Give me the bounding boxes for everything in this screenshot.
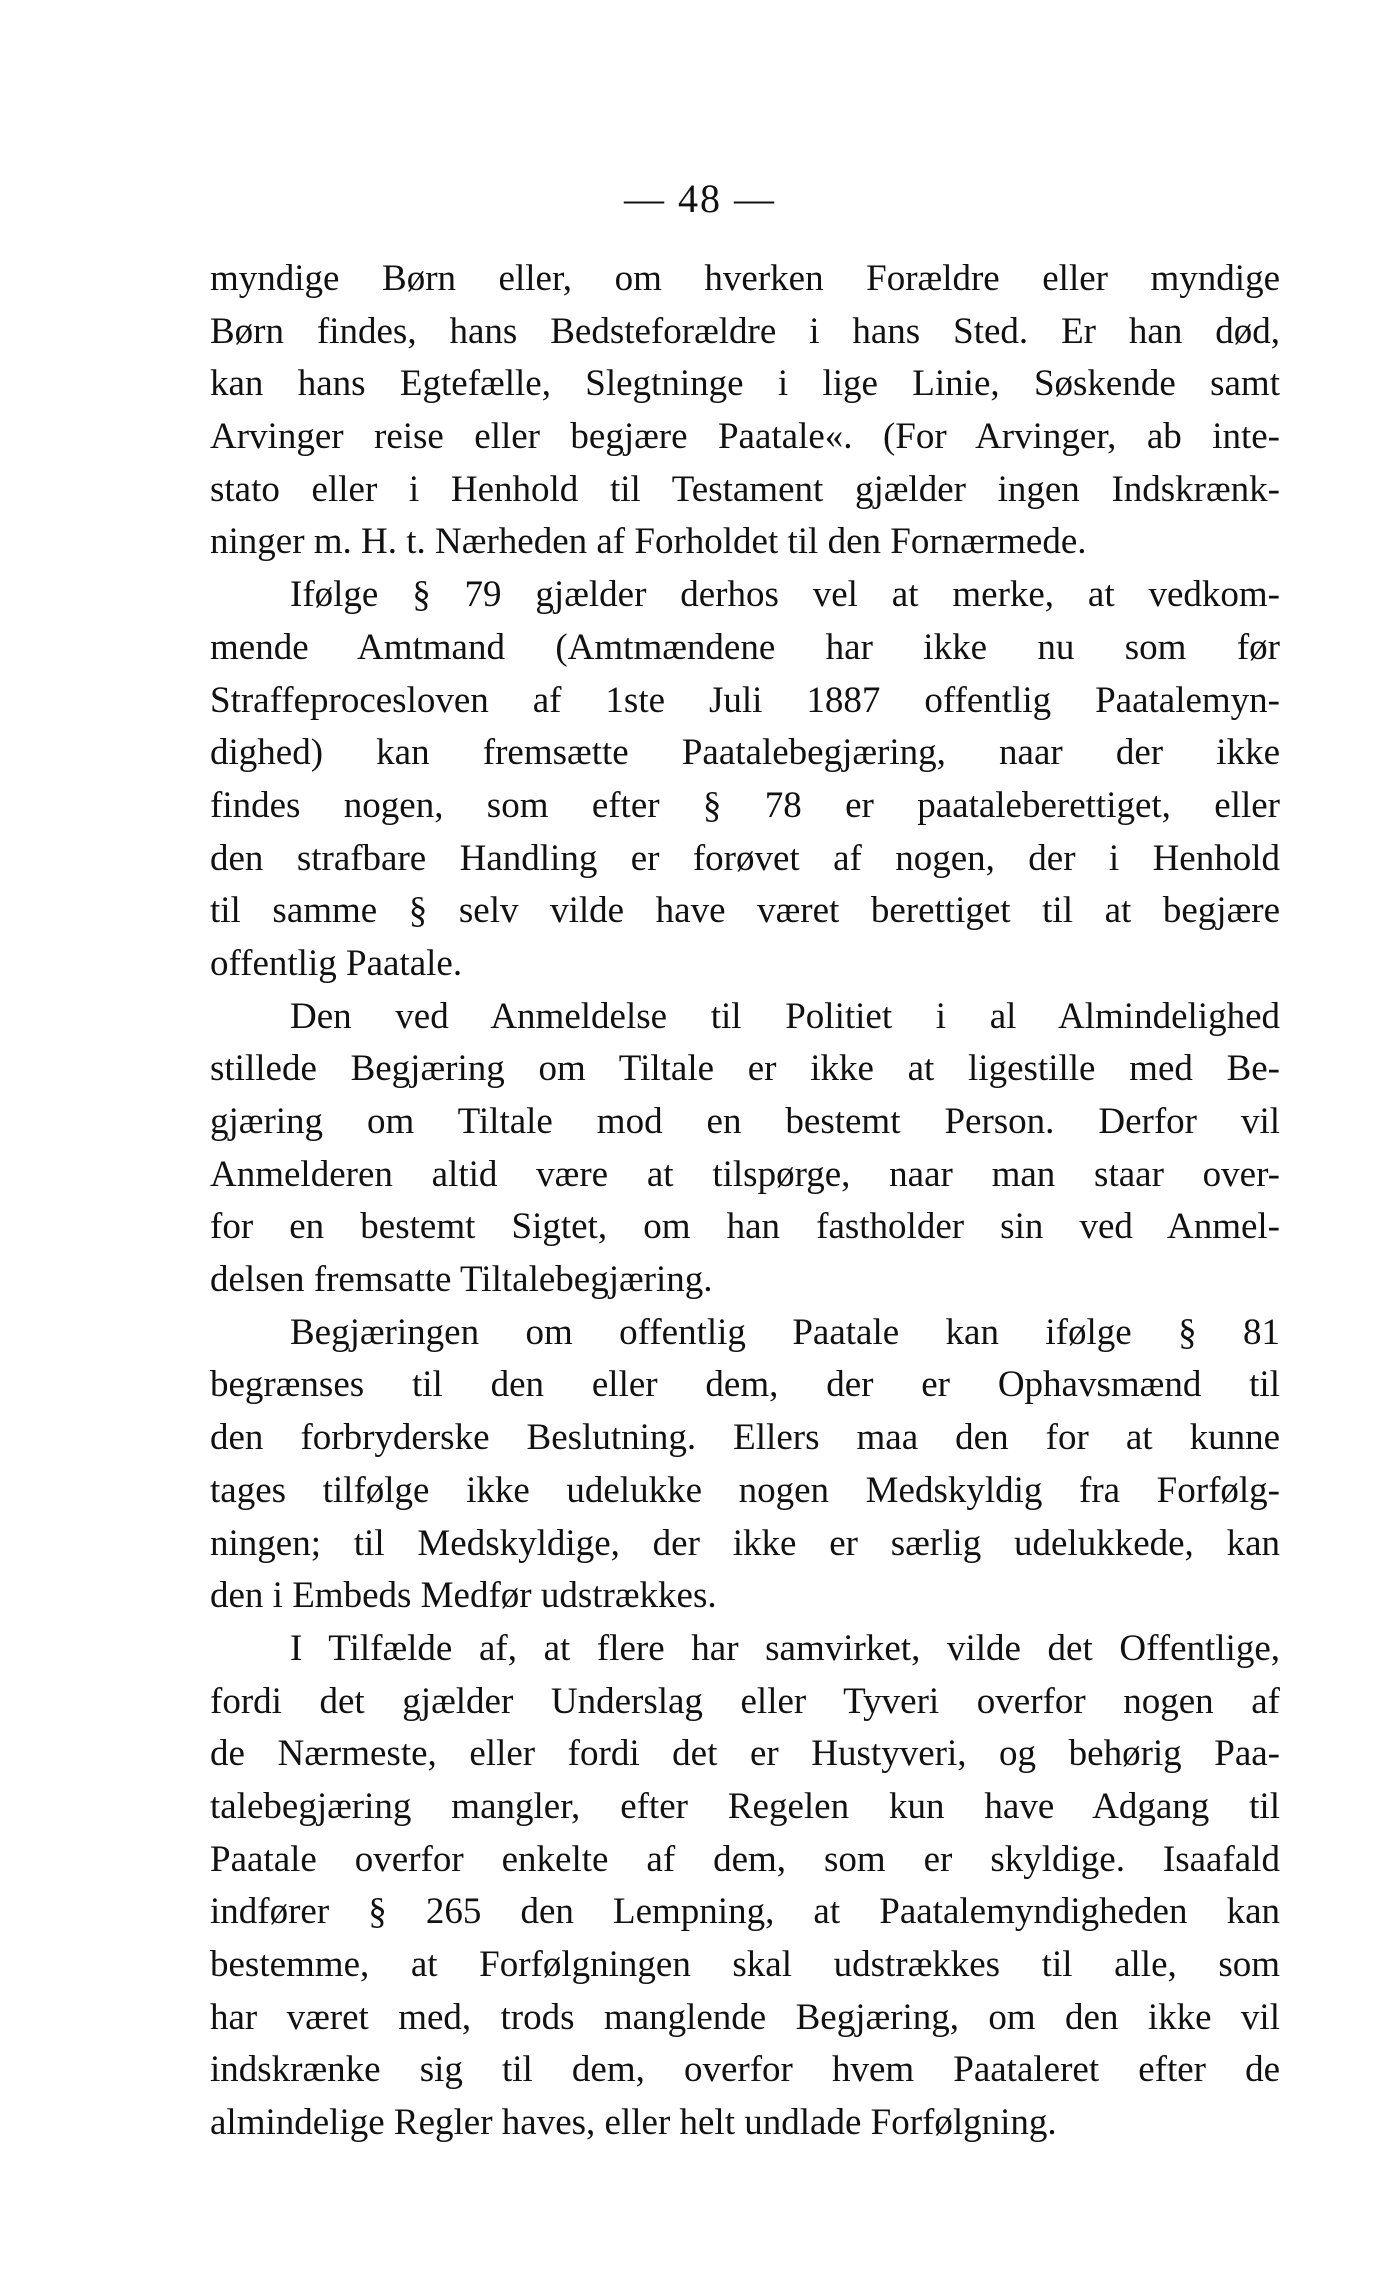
text-line: de Nærmeste, eller fordi det er Hustyveri, og behørig Paa- — [210, 1733, 1280, 1775]
text-line: kan hans Egtefælle, Slegtninge i lige Linie, Søskende samt — [210, 363, 1280, 405]
text-line: talebegjæring mangler, efter Regelen kun have Adgang til — [210, 1785, 1280, 1827]
text-line: den strafbare Handling er forøvet af nogen, der i Henhold — [210, 837, 1280, 879]
text-line: fordi det gjælder Underslag eller Tyveri overfor nogen af — [210, 1680, 1280, 1722]
text-line: mende Amtmand (Amtmændene har ikke nu som før — [210, 626, 1280, 668]
text-line: Arvinger reise eller begjære Paatale«. (For Arvinger, ab inte- — [210, 416, 1280, 458]
paragraph-start-line: Den ved Anmeldelse til Politiet i al Almindelighed — [290, 995, 1280, 1037]
text-line: indfører § 265 den Lempning, at Paatalemyndigheden kan — [210, 1891, 1280, 1933]
text-line: for en bestemt Sigtet, om han fastholder sin ved Anmel- — [210, 1206, 1280, 1248]
text-line: almindelige Regler haves, eller helt undlade Forfølgning. — [210, 2102, 1057, 2144]
text-line: tages tilfølge ikke udelukke nogen Medskyldig fra Forfølg- — [210, 1469, 1280, 1511]
text-line: bestemme, at Forfølgningen skal udstrækkes til alle, som — [210, 1944, 1280, 1985]
text-line: findes nogen, som efter § 78 er paataleberettiget, eller — [210, 784, 1280, 826]
paragraph-start-line: I Tilfælde af, at flere har samvirket, vilde det Offentlige, — [290, 1627, 1280, 1669]
text-line: Anmelderen altid være at tilspørge, naar man staar over- — [210, 1153, 1280, 1195]
text-line: indskrænke sig til dem, overfor hvem Paataleret efter de — [210, 2049, 1280, 2091]
paragraph-start-line: Ifølge § 79 gjælder derhos vel at merke, at vedkom- — [290, 574, 1280, 616]
text-line: har været med, trods manglende Begjæring, om den ikke vil — [210, 1996, 1280, 2038]
text-line: dighed) kan fremsætte Paatalebegjæring, naar der ikke — [210, 732, 1280, 774]
body-text — [210, 253, 1280, 2150]
text-line: til samme § selv vilde have været berettiget til at begjære — [210, 890, 1280, 932]
text-line: ningen; til Medskyldige, der ikke er særlig udelukkede, kan — [210, 1522, 1280, 1564]
text-line: gjæring om Tiltale mod en bestemt Person. Derfor vil — [210, 1101, 1280, 1142]
text-line: myndige Børn eller, om hverken Forældre eller myndige — [210, 258, 1280, 299]
text-line: offentlig Paatale. — [210, 942, 463, 984]
text-line: delsen fremsatte Tiltalebegjæring. — [210, 1259, 713, 1301]
text-line: Børn findes, hans Bedsteforældre i hans Sted. Er han død, — [210, 310, 1280, 352]
page-number: — 48 — — [624, 176, 776, 221]
text-line: den i Embeds Medfør udstrækkes. — [210, 1575, 717, 1617]
paragraph-start-line: Begjæringen om offentlig Paatale kan ifølge § 81 — [290, 1311, 1280, 1353]
text-line: Paatale overfor enkelte af dem, som er skyldige. Isaafald — [210, 1838, 1280, 1880]
text-line: den forbryderske Beslutning. Ellers maa den for at kunne — [210, 1417, 1280, 1459]
text-line: stato eller i Henhold til Testament gjælder ingen Indskrænk- — [210, 468, 1280, 510]
text-line: ninger m. H. t. Nærheden af Forholdet til den Fornærmede. — [210, 521, 1087, 563]
text-line: stillede Begjæring om Tiltale er ikke at ligestille med Be- — [210, 1048, 1280, 1090]
text-line: begrænses til den eller dem, der er Ophavsmænd til — [210, 1364, 1280, 1406]
text-line: Straffeprocesloven af 1ste Juli 1887 offentlig Paatalemyn- — [210, 679, 1280, 721]
